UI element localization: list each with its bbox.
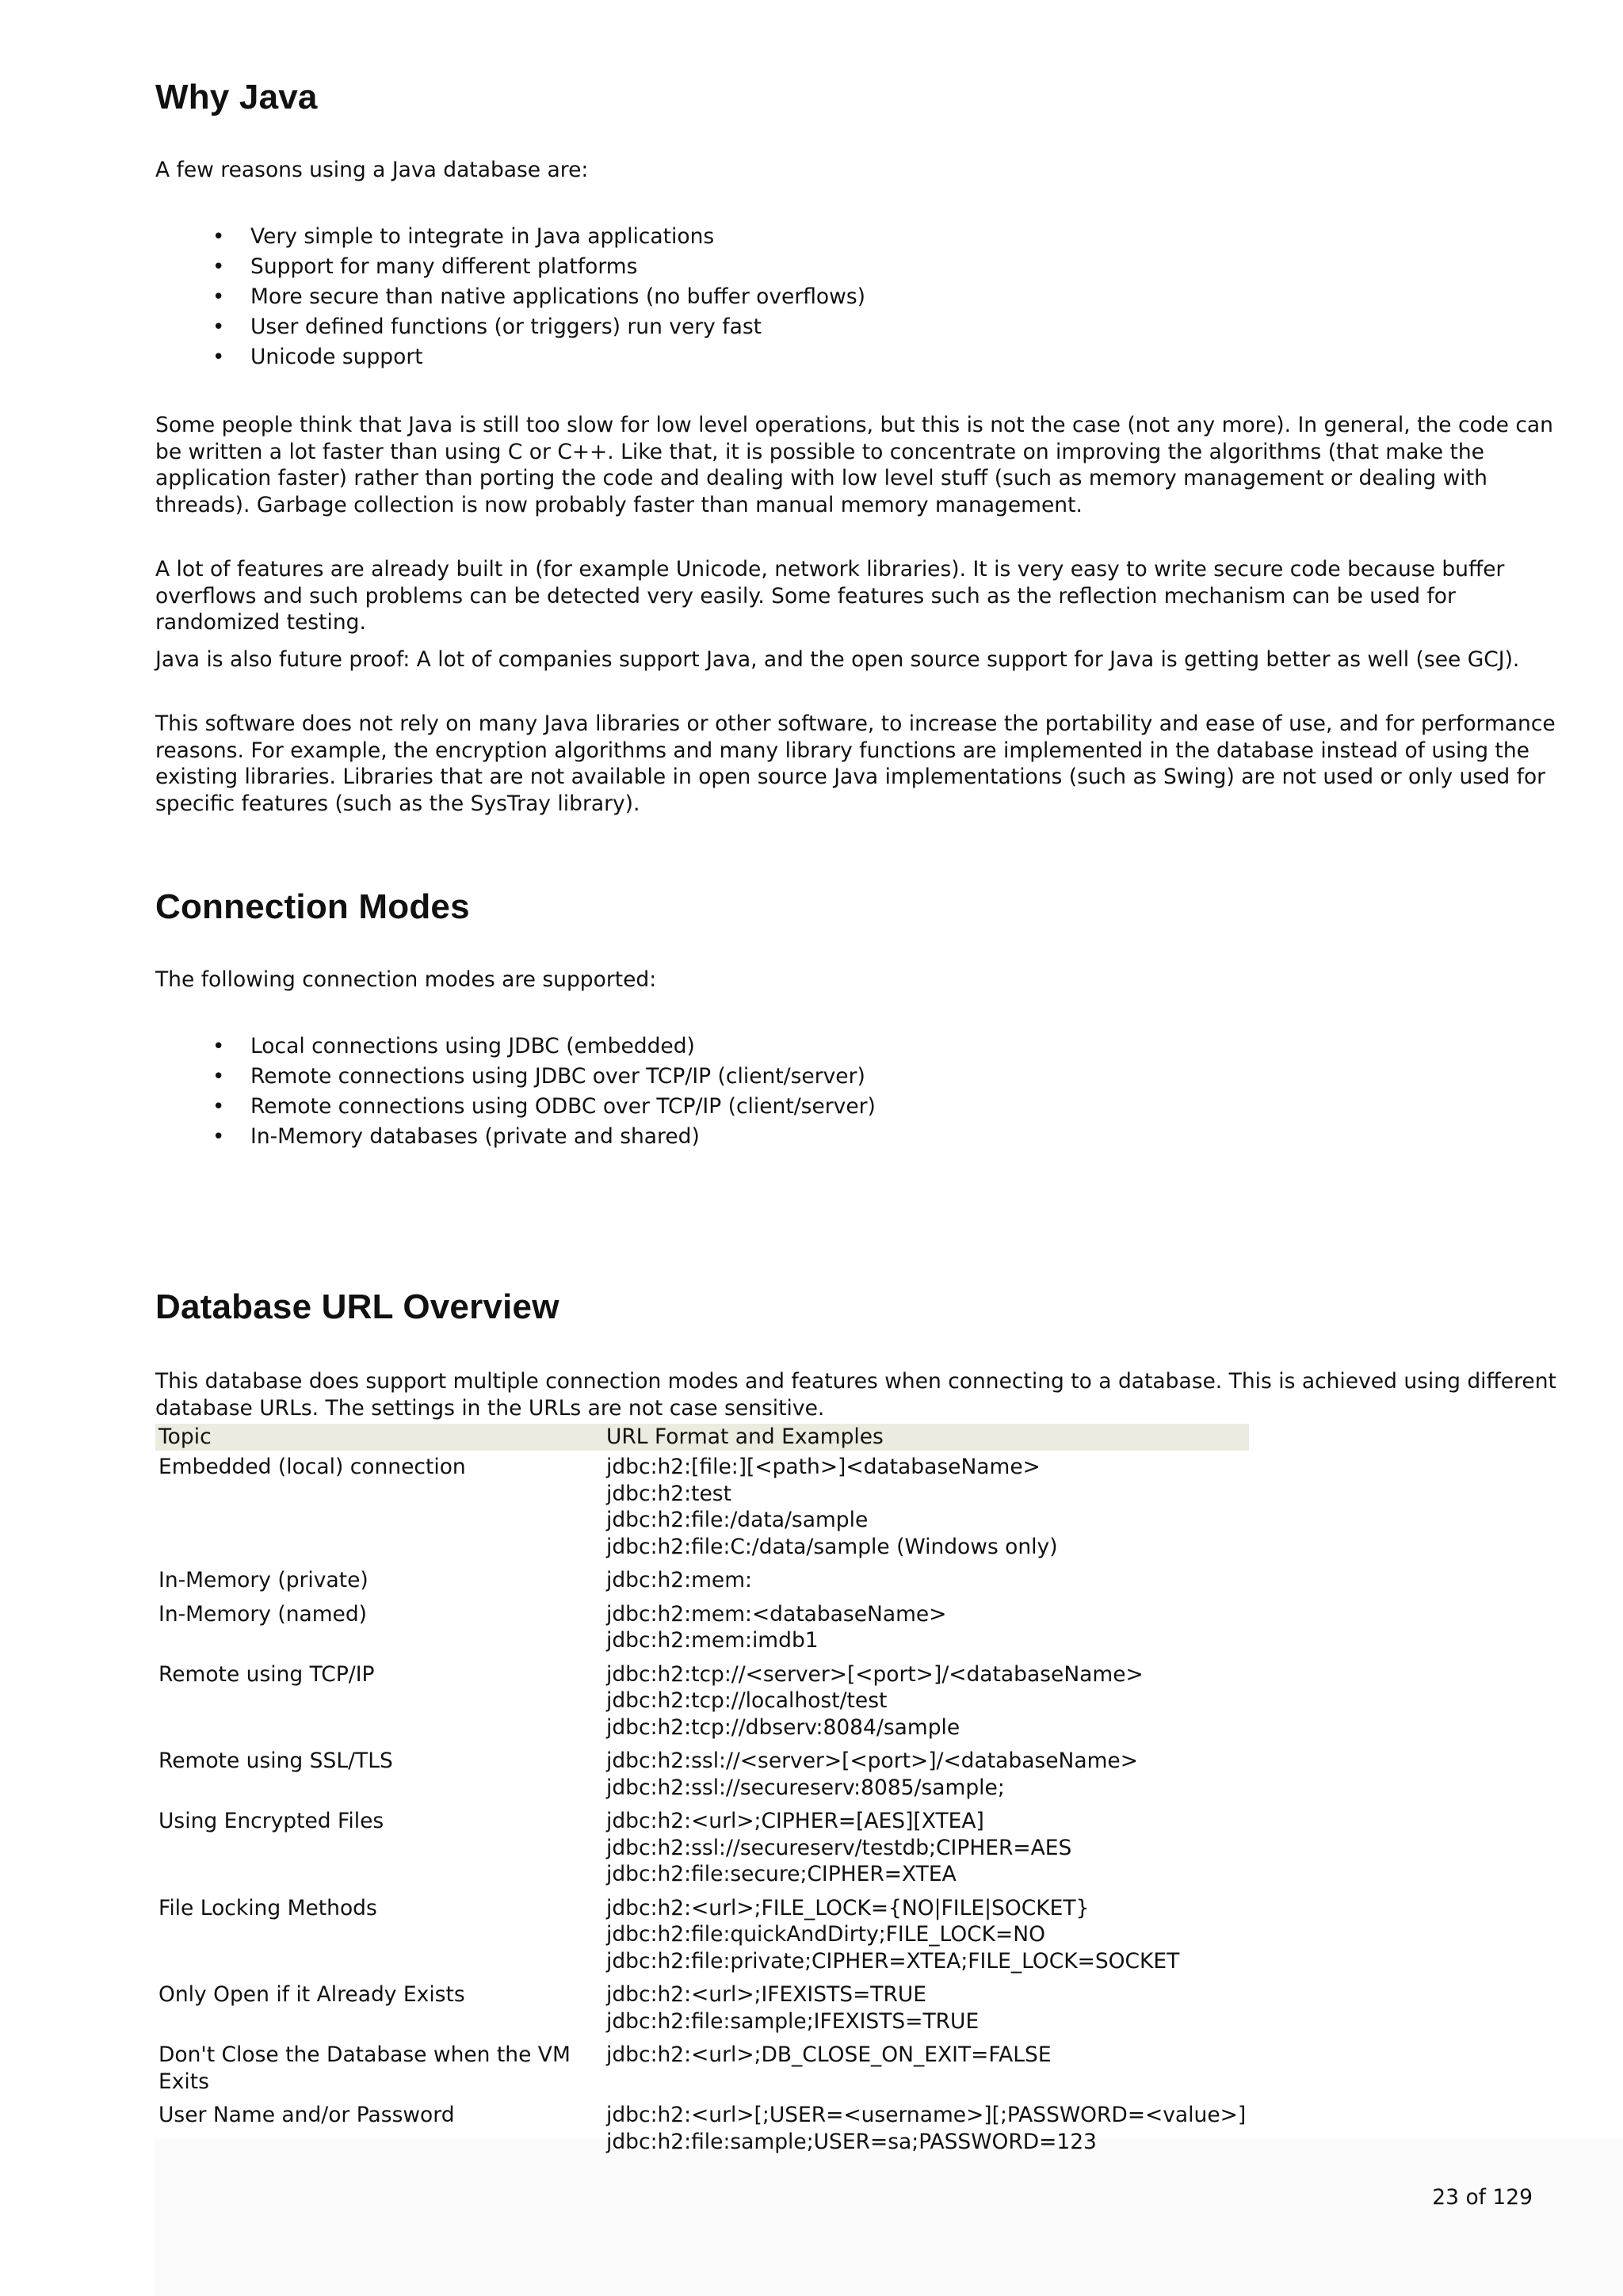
- url-example: jdbc:h2:tcp://localhost/test: [606, 1688, 888, 1713]
- list-item: • More secure than native applications (no buffer overflows): [212, 282, 865, 312]
- url-cell: [603, 1564, 1249, 1598]
- url-cell: [603, 1892, 1249, 1979]
- list-item: • Very simple to integrate in Java applications: [212, 222, 865, 252]
- table-row: [155, 1805, 1249, 1892]
- list-item: • Remote connections using JDBC over TCP/IP (client/server): [212, 1062, 876, 1092]
- bullet-icon: •: [212, 225, 225, 249]
- heading-why-java: Why Java: [155, 78, 318, 116]
- column-header-url-format: URL Format and Examples: [603, 1424, 1249, 1451]
- topic-cell: File Locking Methods: [158, 1895, 377, 1920]
- list-item: • Support for many different platforms: [212, 252, 865, 282]
- topic-cell: Don't Close the Database when the VM Exits: [158, 2042, 571, 2094]
- list-item: • Remote connections using ODBC over TCP/IP (client/server): [212, 1092, 876, 1122]
- table-row: [155, 1598, 1249, 1658]
- table-row: [155, 2039, 1249, 2099]
- url-example: jdbc:h2:mem:<databaseName>: [606, 1601, 947, 1627]
- bullet-icon: •: [212, 1035, 225, 1058]
- bullet-icon: •: [212, 1125, 225, 1149]
- table-row: [155, 1745, 1249, 1805]
- url-example: jdbc:h2:file:/data/sample: [606, 1508, 869, 1532]
- list-item: • Unicode support: [212, 342, 865, 372]
- url-example: jdbc:h2:file:quickAndDirty;FILE_LOCK=NO: [606, 1922, 1045, 1947]
- heading-database-url-overview: Database URL Overview: [155, 1287, 559, 1326]
- url-overview-table: [155, 1424, 1249, 2159]
- topic-cell: Only Open if it Already Exists: [158, 1982, 465, 2007]
- url-example: jdbc:h2:ssl://<server>[<port>]/<databaseName>: [606, 1749, 1138, 1773]
- url-example: jdbc:h2:file:secure;CIPHER=XTEA: [606, 1862, 957, 1886]
- table-row: [155, 1658, 1249, 1745]
- url-cell: [603, 2039, 1249, 2099]
- topic-cell: Remote using TCP/IP: [158, 1661, 375, 1687]
- table-row: [155, 2099, 1249, 2159]
- topic-cell: In-Memory (named): [158, 1601, 368, 1627]
- why-java-paragraph-libraries: This software does not rely on many Java libraries or other software, to increase the portability and ease of use, and for performance reasons. For example, the encryption algorithms and many library functions are implemented in the database instead of using the existing libraries. Libraries that are not available in open source Java implementations (such as Swing) are not used or only used for specific features (such as the SysTray library).: [155, 711, 1556, 816]
- url-example: jdbc:h2:file:private;CIPHER=XTEA;FILE_LOCK=SOCKET: [606, 1948, 1180, 1974]
- table-header-row: [155, 1424, 1249, 1451]
- column-header-topic: Topic: [155, 1424, 603, 1451]
- why-java-paragraph-future-proof: Java is also future proof: A lot of companies support Java, and the open source support for Java is getting better as well (see GCJ).: [155, 647, 1520, 672]
- url-example: jdbc:h2:<url>;CIPHER=[AES][XTEA]: [606, 1809, 984, 1833]
- url-example: jdbc:h2:<url>;DB_CLOSE_ON_EXIT=FALSE: [606, 2042, 1052, 2067]
- url-example: jdbc:h2:file:sample;IFEXISTS=TRUE: [606, 2008, 980, 2034]
- url-example: jdbc:h2:ssl://secureserv/testdb;CIPHER=AES: [606, 1835, 1072, 1860]
- bullet-icon: •: [212, 1065, 225, 1089]
- url-example: jdbc:h2:file:sample;USER=sa;PASSWORD=123: [606, 2129, 1097, 2154]
- url-cell: [603, 1658, 1249, 1745]
- topic-cell: In-Memory (private): [158, 1568, 369, 1592]
- url-example: jdbc:h2:tcp://dbserv:8084/sample: [606, 1714, 960, 1740]
- url-example: jdbc:h2:<url>;IFEXISTS=TRUE: [606, 1982, 927, 2007]
- topic-cell: Embedded (local) connection: [158, 1455, 466, 1479]
- url-example: jdbc:h2:<url>;FILE_LOCK={NO|FILE|SOCKET}: [606, 1895, 1090, 1920]
- list-item: • User defined functions (or triggers) run very fast: [212, 312, 865, 342]
- url-cell: [603, 1805, 1249, 1892]
- why-java-bullet-list: [212, 222, 865, 372]
- url-example: jdbc:h2:<url>[;USER=<username>][;PASSWORD=<value>]: [606, 2103, 1247, 2127]
- why-java-paragraph-performance: Some people think that Java is still too slow for low level operations, but this is not the case (not any more). In general, the code can be written a lot faster than using C or C++. Like that, it is possible to concentrate on improving the algorithms (that make the application faster) rather than porting the code and dealing with low level stuff (such as memory management or dealing with threads). Garbage collection is now probably faster than manual memory management.: [155, 413, 1553, 517]
- bullet-icon: •: [212, 1095, 225, 1119]
- url-cell: [603, 1745, 1249, 1805]
- bullet-icon: •: [212, 345, 225, 369]
- bullet-icon: •: [212, 255, 225, 279]
- table-row: [155, 1892, 1249, 1979]
- table-row: [155, 1978, 1249, 2039]
- table-row: [155, 1451, 1249, 1564]
- topic-cell: Using Encrypted Files: [158, 1809, 384, 1833]
- why-java-intro: A few reasons using a Java database are:: [155, 158, 589, 182]
- connection-modes-intro: The following connection modes are supported:: [155, 967, 657, 992]
- page-number: 23 of 129: [1432, 2185, 1533, 2210]
- url-example: jdbc:h2:mem:: [606, 1568, 752, 1592]
- url-cell: [603, 1451, 1249, 1564]
- table-row: [155, 1564, 1249, 1598]
- url-example: jdbc:h2:mem:imdb1: [606, 1628, 819, 1653]
- topic-cell: Remote using SSL/TLS: [158, 1749, 393, 1773]
- url-example: jdbc:h2:test: [606, 1481, 731, 1506]
- url-example: jdbc:h2:tcp://<server>[<port>]/<databaseName>: [606, 1661, 1144, 1687]
- list-item: • In-Memory databases (private and shared): [212, 1122, 876, 1152]
- connection-modes-bullet-list: [212, 1032, 876, 1152]
- url-cell: [603, 2099, 1249, 2159]
- url-example: jdbc:h2:[file:][<path>]<databaseName>: [606, 1455, 1041, 1479]
- url-cell: [603, 1978, 1249, 2039]
- list-item: • Local connections using JDBC (embedded): [212, 1032, 876, 1062]
- url-overview-intro: This database does support multiple connection modes and features when connecting to a database. This is achieved using different database URLs. The settings in the URLs are not case sensitive.: [155, 1369, 1556, 1421]
- url-example: jdbc:h2:ssl://secureserv:8085/sample;: [606, 1775, 1005, 1800]
- heading-connection-modes: Connection Modes: [155, 887, 470, 926]
- page-bottom-band: [155, 2139, 1623, 2296]
- bullet-icon: •: [212, 315, 225, 339]
- topic-cell: User Name and/or Password: [158, 2103, 455, 2127]
- url-cell: [603, 1598, 1249, 1658]
- why-java-paragraph-features: A lot of features are already built in (for example Unicode, network libraries). It is very easy to write secure code because buffer overflows and such problems can be detected very easily. Some features such as the reflection mechanism can be used for randomized testing.: [155, 557, 1505, 635]
- bullet-icon: •: [212, 285, 225, 309]
- url-example: jdbc:h2:file:C:/data/sample (Windows only): [606, 1534, 1058, 1559]
